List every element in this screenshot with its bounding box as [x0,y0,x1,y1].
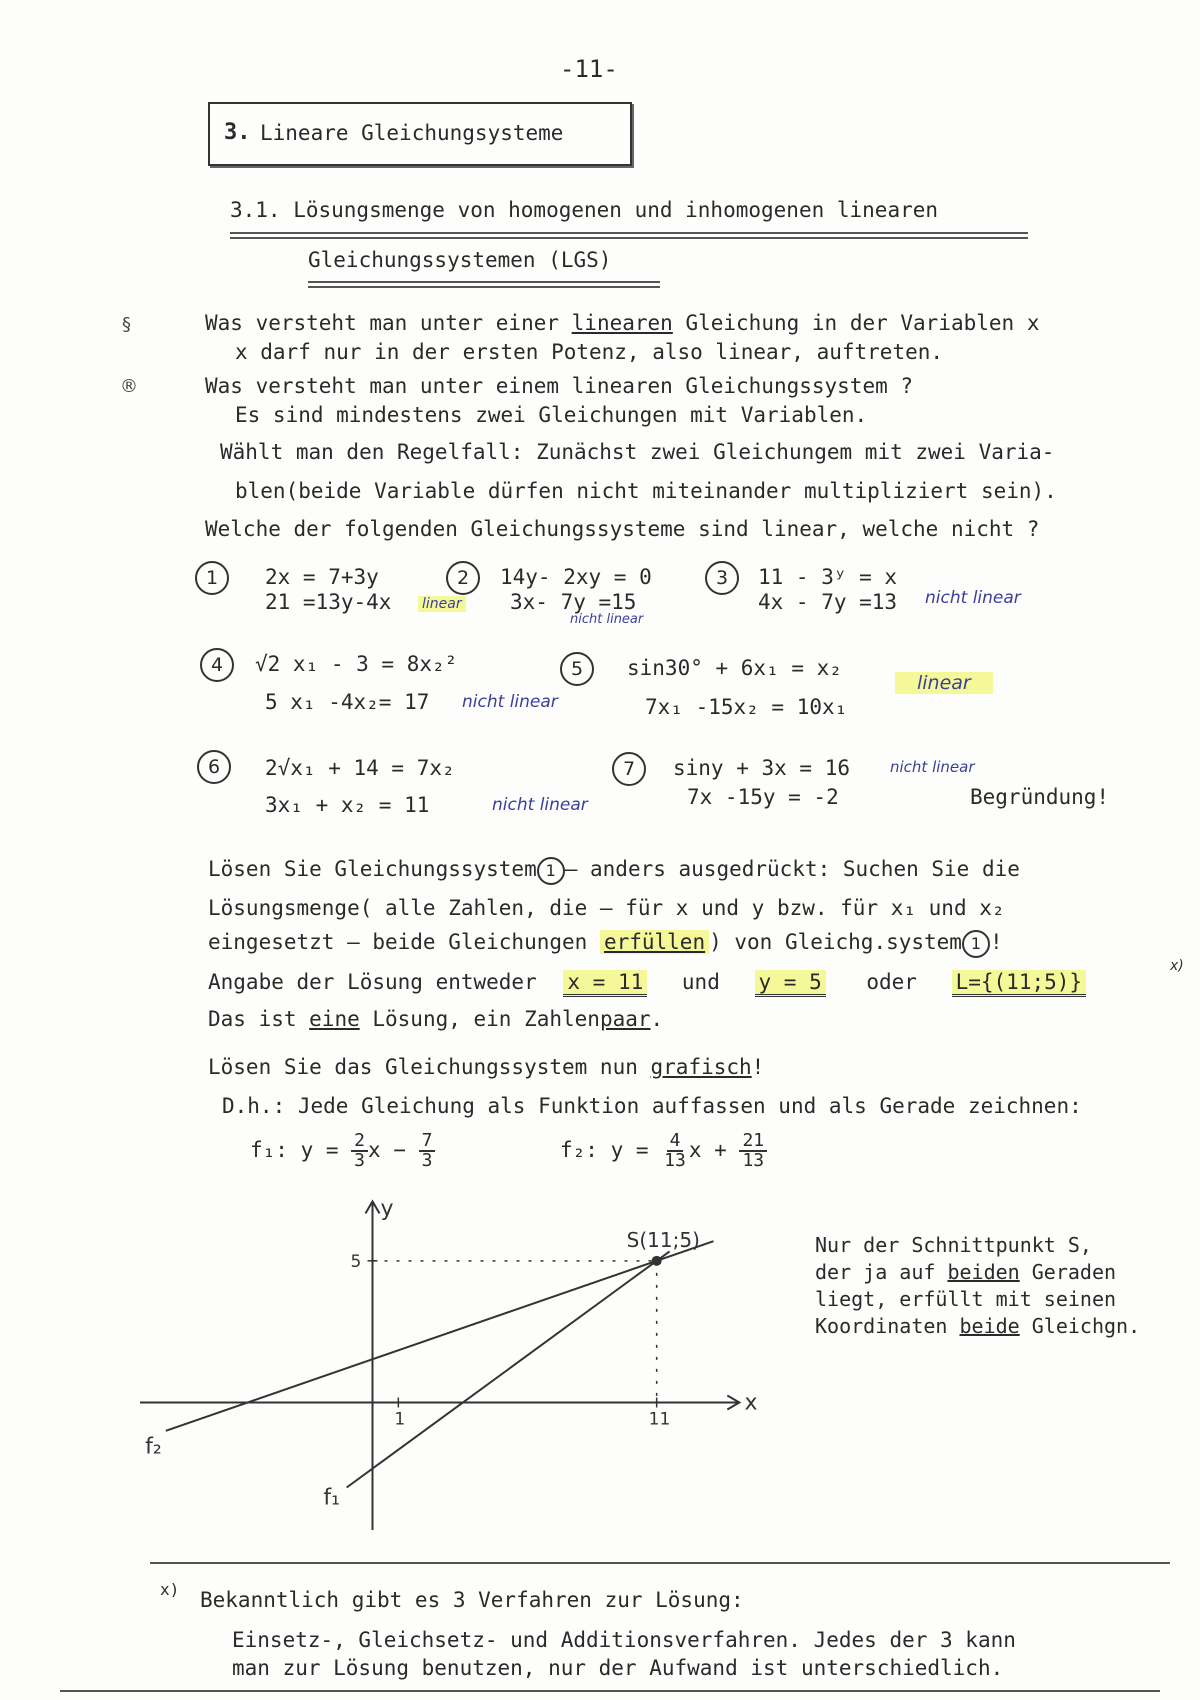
classification-prompt: Welche der folgenden Gleichungssysteme sind linear, welche nicht ? [205,517,1040,541]
side-note-line-1: Nur der Schnittpunkt S, [815,1233,1092,1257]
solution-set: L={(11;5)} [952,970,1086,997]
side-note [815,1232,1140,1340]
solve-line-3 [208,930,1003,958]
system-1-eq2: 21 =13y-4x [265,590,392,614]
section-underline-4 [308,286,660,288]
system-1-note: linear [418,596,466,612]
solve-line-5-text-end: . [650,1007,664,1031]
system-7-note: nicht linear [890,758,975,776]
f2-slope-den: 13 [664,1150,686,1171]
f1-slope-den: 3 [354,1150,366,1171]
system-6-eq2: 3x₁ + x₂ = 11 [265,793,430,817]
begruendung: Begründung! [970,785,1110,809]
system-number-5: 5 [560,652,594,686]
section-heading-line1: 3.1. Lösungsmenge von homogenen und inhomogenen linearen [230,198,939,222]
side-note-line-4-text: Koordinaten [815,1314,960,1338]
system-number-7: 7 [612,752,646,786]
solve-line-4-text: Angabe der Lösung entweder [208,970,537,994]
question-1-bullet: § [122,314,131,335]
solution-x: x = 11 [563,970,647,997]
solve-line-2: Lösungsmenge( alle Zahlen, die — für x und y bzw. für x₁ und x₂ [208,896,1005,920]
system-number-3: 3 [705,561,739,595]
graph-intro-line-1 [208,1055,764,1079]
system-1-eq1: 2x = 7+3y [265,565,379,589]
f1-mid: x − [368,1138,406,1162]
question-2: Was versteht man unter einem linearen Gleichungssystem ? [205,374,914,398]
series-line-1 [347,1251,670,1487]
side-note-line-3: liegt, erfüllt mit seinen [815,1287,1117,1311]
system-5-eq2: 7x₁ -15x₂ = 10x₁ [645,695,848,719]
footnote-line-1: Bekanntlich gibt es 3 Verfahren zur Lösung: [200,1588,744,1612]
series-label-f1: f₁ [323,1485,340,1511]
function-f2 [560,1132,767,1170]
system-2 [446,561,494,595]
solve-line-5-text-mid: Lösung, ein Zahlen [359,1007,600,1031]
section-heading-line2: Gleichungssystemen (LGS) [308,248,612,272]
system-6 [197,750,245,784]
x-axis-label: x [744,1390,758,1416]
system-1 [195,561,243,595]
solve-line-4 [208,970,1086,994]
system-5-note: linear [895,672,993,694]
f2-slope-num: 4 [667,1132,684,1152]
system-number-6: 6 [197,750,231,784]
y-axis-label: y [380,1196,394,1222]
footnote-line-2: Einsetz-, Gleichsetz- und Additionsverfahren. Jedes der 3 kann [232,1628,1016,1652]
graph-intro-text: Lösen Sie das Gleichungssystem nun [208,1055,651,1079]
system-4-note: nicht linear [462,692,558,712]
solve-line-5-text: Das ist [208,1007,310,1031]
solve-line-3-text-mid: ) von Gleichg.system [709,930,962,954]
solve-line-1-system-ref: 1 [537,857,565,885]
side-note-line-4-text-end: Gleichgn. [1019,1314,1141,1338]
f1-label: f₁: y = [250,1138,339,1162]
f2-intercept-num: 21 [739,1132,767,1152]
system-7-eq1: siny + 3x = 16 [673,756,851,780]
system-number-4: 4 [200,648,234,682]
system-number-2: 2 [446,561,480,595]
system-2-eq2: 3x- 7y =15 [510,590,637,614]
footnote-line-3: man zur Lösung benutzen, nur der Aufwand ist unterschiedlich. [232,1656,1004,1680]
system-7-eq2: 7x -15y = -2 [687,785,839,809]
f2-intercept [739,1132,767,1170]
system-4-eq2: 5 x₁ -4x₂= 17 [265,690,430,714]
f1-slope-num: 2 [351,1132,368,1152]
x-tick-label-1: 1 [394,1409,406,1430]
system-3-eq2: 4x - 7y =13 [758,590,898,614]
answer-1: x darf nur in der ersten Potenz, also linear, auftreten. [235,340,944,364]
system-2-eq1: 14y- 2xy = 0 [500,565,652,589]
solve-line-1-text-end: — anders ausgedrückt: Suchen Sie die [564,857,1020,881]
intersection-graph [140,1190,760,1530]
graph-intro-underlined: grafisch [650,1055,752,1079]
solve-line-5-underlined-2: paar [599,1007,651,1031]
system-6-note: nicht linear [492,795,588,815]
f1-slope [351,1132,368,1170]
f1-intercept-den: 3 [421,1150,433,1171]
solve-line-5 [208,1007,663,1031]
page-number: -11- [560,55,618,83]
solve-line-1 [208,857,1020,885]
graph-intro-line-2: D.h.: Jede Gleichung als Funktion auffassen und als Gerade zeichnen: [222,1094,1082,1118]
solve-line-4-und: und [681,970,720,994]
chapter-heading [208,102,632,166]
y-tick-label-5: 5 [350,1251,362,1272]
rule-line-2: blen(beide Variable dürfen nicht miteinander multipliziert sein). [235,479,1057,503]
answer-2: Es sind mindestens zwei Gleichungen mit Variablen. [235,403,868,427]
series-label-f2: f₂ [145,1434,162,1460]
side-note-line-4 [815,1313,1140,1340]
solve-line-1-text: Lösen Sie Gleichungssystem [208,857,537,881]
x-tick-label-11: 11 [648,1409,671,1430]
system-4 [200,648,248,682]
section-underline-2 [230,237,1028,239]
side-note-line-4-underlined: beide [959,1314,1020,1338]
system-5-eq1: sin30° + 6x₁ = x₂ [627,656,842,680]
system-3-note: nicht linear [925,588,1021,608]
question-1-text-end: Gleichung in der Variablen x [672,311,1040,335]
rule-line-1: Wählt man den Regelfall: Zunächst zwei Gleichungem mit zwei Varia- [220,440,1055,464]
question-1 [205,311,1039,335]
intersection-point [652,1256,662,1266]
solution-y: y = 5 [755,970,826,997]
f2-intercept-den: 13 [742,1150,765,1171]
side-note-line-2-text: der ja auf [815,1260,948,1284]
f1-intercept [419,1132,436,1170]
chapter-title: Lineare Gleichungsysteme [260,121,564,145]
solve-line-3-system-ref: 1 [962,930,990,958]
solve-footnote-marker: x) [1170,958,1184,974]
page-bottom-rule [60,1690,1160,1692]
solve-line-3-text: eingesetzt — beide Gleichungen [208,930,600,954]
side-note-line-2-text-end: Geraden [1019,1260,1117,1284]
solve-line-4-oder: oder [866,970,917,994]
function-f1 [250,1132,435,1170]
system-5 [560,652,608,686]
f2-slope [661,1132,689,1170]
system-number-1: 1 [195,561,229,595]
graph-intro-text-end: ! [751,1055,765,1079]
solve-line-5-underlined: eine [309,1007,360,1031]
system-4-eq1: √2 x₁ - 3 = 8x₂² [255,652,458,676]
system-3-eq1: 11 - 3ʸ = x [758,565,898,589]
side-note-line-2-underlined: beiden [947,1260,1020,1284]
f2-mid: x + [688,1138,727,1162]
system-6-eq1: 2√x₁ + 14 = 7x₂ [265,756,455,780]
question-1-text: Was versteht man unter einer [205,311,572,335]
solve-line-3-underlined: erfüllen [600,930,709,954]
system-3 [705,561,753,595]
system-7 [612,752,660,786]
footnote-marker: x) [160,1580,180,1599]
intersection-label: S(11;5) [626,1227,700,1252]
section-underline-1 [230,232,1028,234]
question-2-bullet: ® [120,376,138,397]
f2-label: f₂: y = [560,1138,649,1162]
solve-line-3-text-end: ! [989,930,1003,954]
footnote-separator [150,1562,1170,1564]
system-2-note: nicht linear [570,612,644,627]
chapter-number: 3. [224,120,251,145]
question-1-underlined: linearen [571,311,673,335]
side-note-line-2 [815,1259,1140,1286]
f1-intercept-num: 7 [419,1132,436,1152]
section-underline-3 [308,281,660,283]
